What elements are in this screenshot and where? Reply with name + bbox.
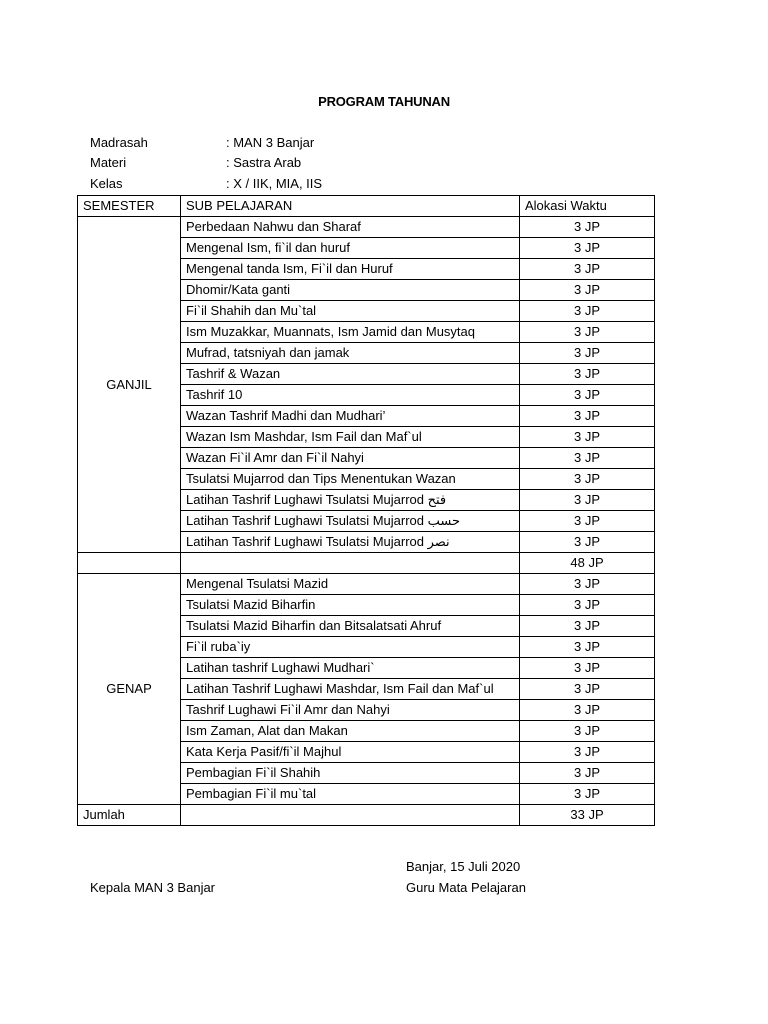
sub-pelajaran-cell: Kata Kerja Pasif/fi`il Majhul [181,742,520,763]
alokasi-waktu-cell: 3 JP [520,406,655,427]
sub-pelajaran-cell: Mufrad, tatsniyah dan jamak [181,343,520,364]
total-value: 33 JP [520,805,655,826]
table-row [78,574,655,595]
alokasi-waktu-cell: 3 JP [520,490,655,511]
alokasi-waktu-cell: 3 JP [520,637,655,658]
meta-label: Kelas [90,176,123,191]
sub-pelajaran-cell: Tashrif & Wazan [181,364,520,385]
sub-pelajaran-cell: Latihan Tashrif Lughawi Tsulatsi Mujarrod فتح [181,490,520,511]
alokasi-waktu-cell: 3 JP [520,469,655,490]
sub-pelajaran-cell: Perbedaan Nahwu dan Sharaf [181,217,520,238]
semester-ganjil: GANJIL [78,217,181,553]
alokasi-waktu-cell: 3 JP [520,658,655,679]
alokasi-waktu-cell: 3 JP [520,322,655,343]
empty-cell [181,553,520,574]
alokasi-waktu-cell: 3 JP [520,784,655,805]
alokasi-waktu-cell: 3 JP [520,280,655,301]
alokasi-waktu-cell: 3 JP [520,574,655,595]
alokasi-waktu-cell: 3 JP [520,721,655,742]
sub-pelajaran-cell: Pembagian Fi`il Shahih [181,763,520,784]
sub-pelajaran-cell: Latihan Tashrif Lughawi Mashdar, Ism Fail dan Maf`ul [181,679,520,700]
sub-pelajaran-cell: Pembagian Fi`il mu`tal [181,784,520,805]
alokasi-waktu-cell: 3 JP [520,259,655,280]
empty-cell [78,553,181,574]
header-semester: SEMESTER [78,196,181,217]
sub-pelajaran-cell: Wazan Fi`il Amr dan Fi`il Nahyi [181,448,520,469]
subtotal-value: 48 JP [520,553,655,574]
header-alokasi-waktu: Alokasi Waktu [520,196,655,217]
sub-pelajaran-cell: Tashrif 10 [181,385,520,406]
alokasi-waktu-cell: 3 JP [520,364,655,385]
signature-left-title: Kepala MAN 3 Banjar [90,880,216,895]
sub-pelajaran-cell: Mengenal Tsulatsi Mazid [181,574,520,595]
alokasi-waktu-cell: 3 JP [520,301,655,322]
total-row [78,805,655,826]
sub-pelajaran-cell: Dhomir/Kata ganti [181,280,520,301]
alokasi-waktu-cell: 3 JP [520,742,655,763]
sub-pelajaran-cell: Tsulatsi Mazid Biharfin [181,595,520,616]
meta-value: : Sastra Arab [226,155,302,170]
sub-pelajaran-cell: Tsulatsi Mazid Biharfin dan Bitsalatsati Ahruf [181,616,520,637]
empty-cell [181,805,520,826]
sub-pelajaran-cell: Latihan tashrif Lughawi Mudhari` [181,658,520,679]
sub-pelajaran-cell: Ism Zaman, Alat dan Makan [181,721,520,742]
alokasi-waktu-cell: 3 JP [520,679,655,700]
alokasi-waktu-cell: 3 JP [520,511,655,532]
program-table [77,195,655,826]
table-header-row [78,196,655,217]
alokasi-waktu-cell: 3 JP [520,217,655,238]
total-label: Jumlah [78,805,181,826]
alokasi-waktu-cell: 3 JP [520,532,655,553]
meta-label: Materi [90,155,127,170]
sub-pelajaran-cell: Mengenal tanda Ism, Fi`il dan Huruf [181,259,520,280]
sub-pelajaran-cell: Ism Muzakkar, Muannats, Ism Jamid dan Musytaq [181,322,520,343]
sub-pelajaran-cell: Latihan Tashrif Lughawi Tsulatsi Mujarrod نصر [181,532,520,553]
table-row [78,217,655,238]
alokasi-waktu-cell: 3 JP [520,700,655,721]
meta-value: : X / IIK, MIA, IIS [226,176,323,191]
sub-pelajaran-cell: Wazan Ism Mashdar, Ism Fail dan Maf`ul [181,427,520,448]
sub-pelajaran-cell: Wazan Tashrif Madhi dan Mudhari’ [181,406,520,427]
sub-pelajaran-cell: Fi`il ruba`iy [181,637,520,658]
sub-pelajaran-cell: Mengenal Ism, fi`il dan huruf [181,238,520,259]
meta-value: : MAN 3 Banjar [226,135,315,150]
alokasi-waktu-cell: 3 JP [520,616,655,637]
alokasi-waktu-cell: 3 JP [520,385,655,406]
signature-right-title: Guru Mata Pelajaran [406,880,526,895]
alokasi-waktu-cell: 3 JP [520,595,655,616]
sub-pelajaran-cell: Tashrif Lughawi Fi`il Amr dan Nahyi [181,700,520,721]
header-sub-pelajaran: SUB PELAJARAN [181,196,520,217]
subtotal-row [78,553,655,574]
sub-pelajaran-cell: Tsulatsi Mujarrod dan Tips Menentukan Wazan [181,469,520,490]
sub-pelajaran-cell: Latihan Tashrif Lughawi Tsulatsi Mujarrod حسب [181,511,520,532]
meta-label: Madrasah [90,135,148,150]
semester-genap: GENAP [78,574,181,805]
signature-place-date: Banjar, 15 Juli 2020 [406,859,521,874]
alokasi-waktu-cell: 3 JP [520,448,655,469]
alokasi-waktu-cell: 3 JP [520,763,655,784]
alokasi-waktu-cell: 3 JP [520,343,655,364]
alokasi-waktu-cell: 3 JP [520,238,655,259]
sub-pelajaran-cell: Fi`il Shahih dan Mu`tal [181,301,520,322]
alokasi-waktu-cell: 3 JP [520,427,655,448]
page-title: PROGRAM TAHUNAN [318,94,450,109]
